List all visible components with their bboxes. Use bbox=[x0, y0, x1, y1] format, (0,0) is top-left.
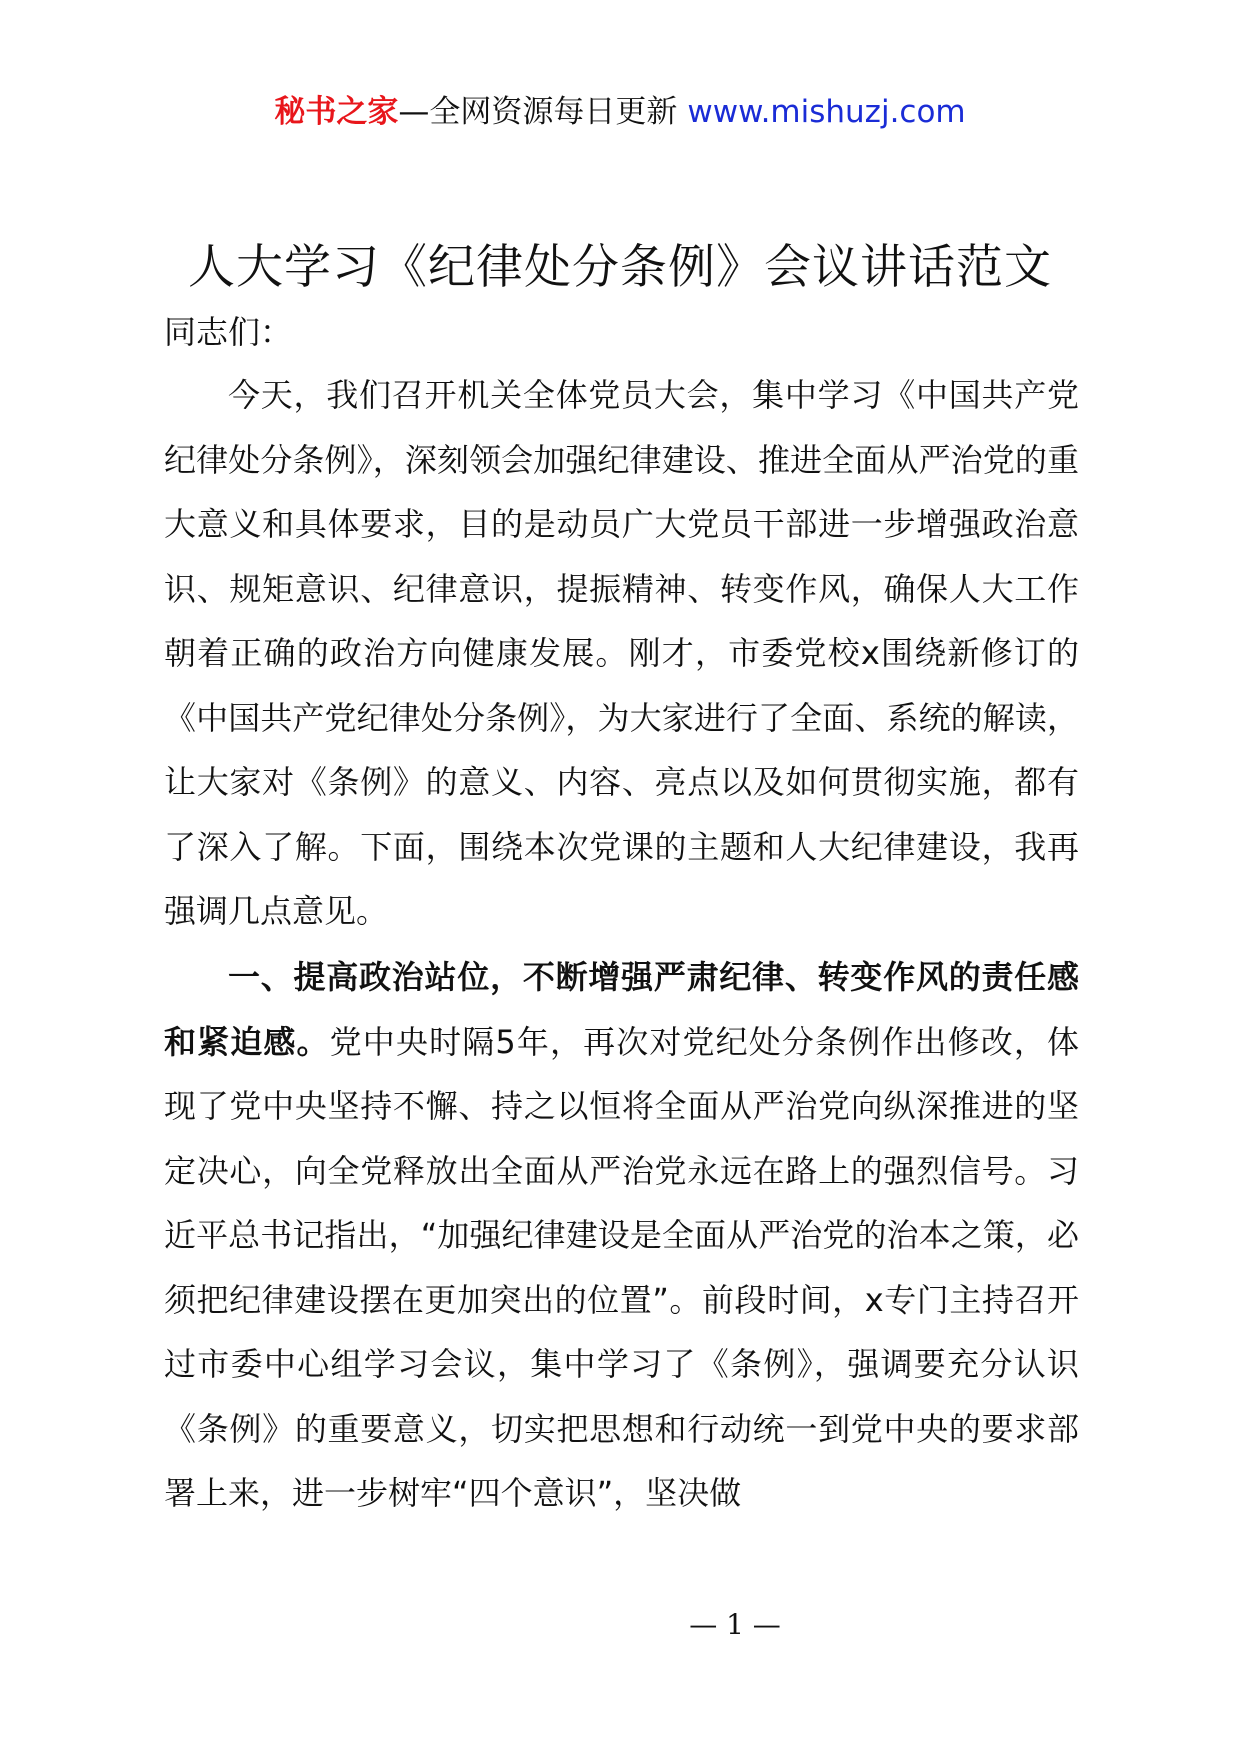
site-header bbox=[0, 92, 1240, 132]
paragraph-section-one bbox=[164, 945, 1079, 1526]
salutation: 同志们： bbox=[164, 313, 293, 351]
document-title: 人大学习《纪律处分条例》会议讲话范文 bbox=[188, 240, 1052, 295]
site-url-link[interactable]: www.mishuzj.com bbox=[687, 94, 966, 130]
paragraph-intro bbox=[164, 363, 1079, 944]
header-tagline: —全网资源每日更新 bbox=[398, 94, 678, 130]
paragraph-intro-text: 今天，我们召开机关全体党员大会，集中学习《中国共产党纪律处分条例》，深刻领会加强纪律建设、推进全面从严治党的重大意义和具体要求，目的是动员广大党员干部进一步增强政治意识、规矩意识、纪律意识，提振精神、转变作风，确保人大工作朝着正确的政治方向健康发展。刚才，市委党校x围绕新修订的《中国共产党纪律处分条例》，为大家进行了全面、系统的解读，让大家对《条例》的意义、内容、亮点以及如何贯彻实施，都有了深入了解。下面，围绕本次党课的主题和人大纪律建设，我再强调几点意见。 bbox=[164, 376, 1079, 930]
section-one-body: 党中央时隔5年，再次对党纪处分条例作出修改，体现了党中央坚持不懈、持之以恒将全面从严治党向纵深推进的坚定决心，向全党释放出全面从严治党永远在路上的强烈信号。习近平总书记指出，“加强纪律建设是全面从严治党的治本之策，必须把纪律建设摆在更加突出的位置”。前段时间，x专门主持召开过市委中心组学习会议，集中学习了《条例》，强调要充分认识《条例》的重要意义，切实把思想和行动统一到党中央的要求部署上来，进一步树牢“四个意识”，坚决做 bbox=[164, 1022, 1079, 1512]
page-number: — 1 — bbox=[689, 1608, 781, 1641]
section-one-heading: 一、提高政治站位，不断增强严肃纪律、转变作风的责任感和紧迫感。 bbox=[164, 958, 1079, 1061]
paragraph-section-one-text bbox=[164, 945, 1079, 1526]
brand-name: 秘书之家 bbox=[274, 94, 399, 130]
